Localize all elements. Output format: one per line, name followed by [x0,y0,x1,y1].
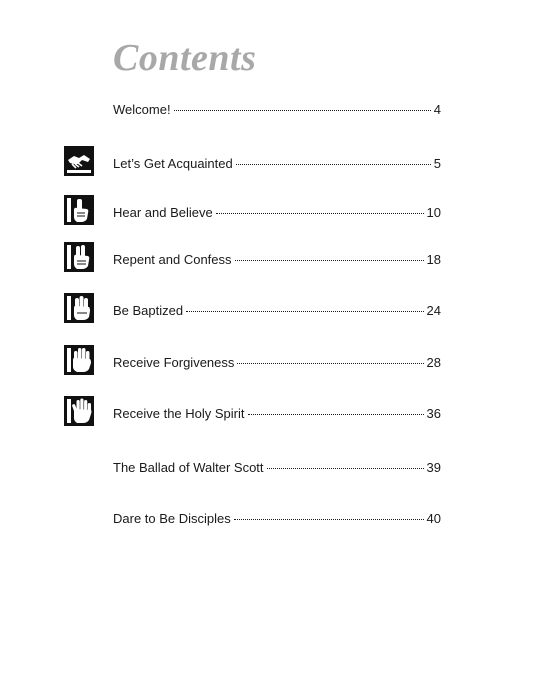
toc-entry-label: Hear and Believe [113,205,213,220]
toc-entry-repent-and-confess[interactable] [0,242,541,282]
toc-entry-page: 36 [426,406,441,421]
dot-leader [248,414,424,415]
toc-entry-be-baptized[interactable] [0,293,541,333]
dot-leader [186,311,423,312]
hand-two-fingers-icon [64,242,94,272]
handshake-icon [64,146,94,176]
toc-entry-label: Dare to Be Disciples [113,511,231,526]
toc-entry-label: The Ballad of Walter Scott [113,460,264,475]
hand-three-fingers-icon [64,293,94,323]
toc-entry-the-ballad-of-walter-scott[interactable] [0,458,541,498]
toc-entry-label: Be Baptized [113,303,184,318]
toc-entry-receive-forgiveness[interactable] [0,345,541,385]
page-title: Contents [113,37,257,79]
dot-leader [236,164,431,165]
toc-entry-page: 24 [426,303,441,318]
toc-entry-page: 10 [426,205,441,220]
toc-entry-dare-to-be-disciples[interactable] [0,509,541,549]
toc-entry-lets-get-acquainted[interactable] [0,146,541,186]
hand-five-fingers-icon [64,396,94,426]
toc-entry-label: Receive Forgiveness [113,355,235,370]
toc-entry-page: 4 [433,102,441,117]
toc-entry-page: 18 [426,252,441,267]
dot-leader [235,260,424,261]
toc-entry-hear-and-believe[interactable] [0,195,541,235]
hand-one-finger-icon [64,195,94,225]
toc-entry-label: Welcome! [113,102,171,117]
dot-leader [174,110,431,111]
toc-entry-receive-the-holy-spirit[interactable] [0,396,541,436]
toc-entry-page: 40 [426,511,441,526]
toc-entry-label: Repent and Confess [113,252,232,267]
dot-leader [234,519,424,520]
dot-leader [267,468,424,469]
dot-leader [237,363,423,364]
toc-entry-page: 28 [426,355,441,370]
dot-leader [216,213,424,214]
hand-four-fingers-icon [64,345,94,375]
toc-entry-page: 39 [426,460,441,475]
toc-entry-label: Receive the Holy Spirit [113,406,245,421]
toc-entry-page: 5 [433,156,441,171]
toc-entry-label: Let’s Get Acquainted [113,156,233,171]
toc-entry-welcome[interactable] [0,100,541,140]
